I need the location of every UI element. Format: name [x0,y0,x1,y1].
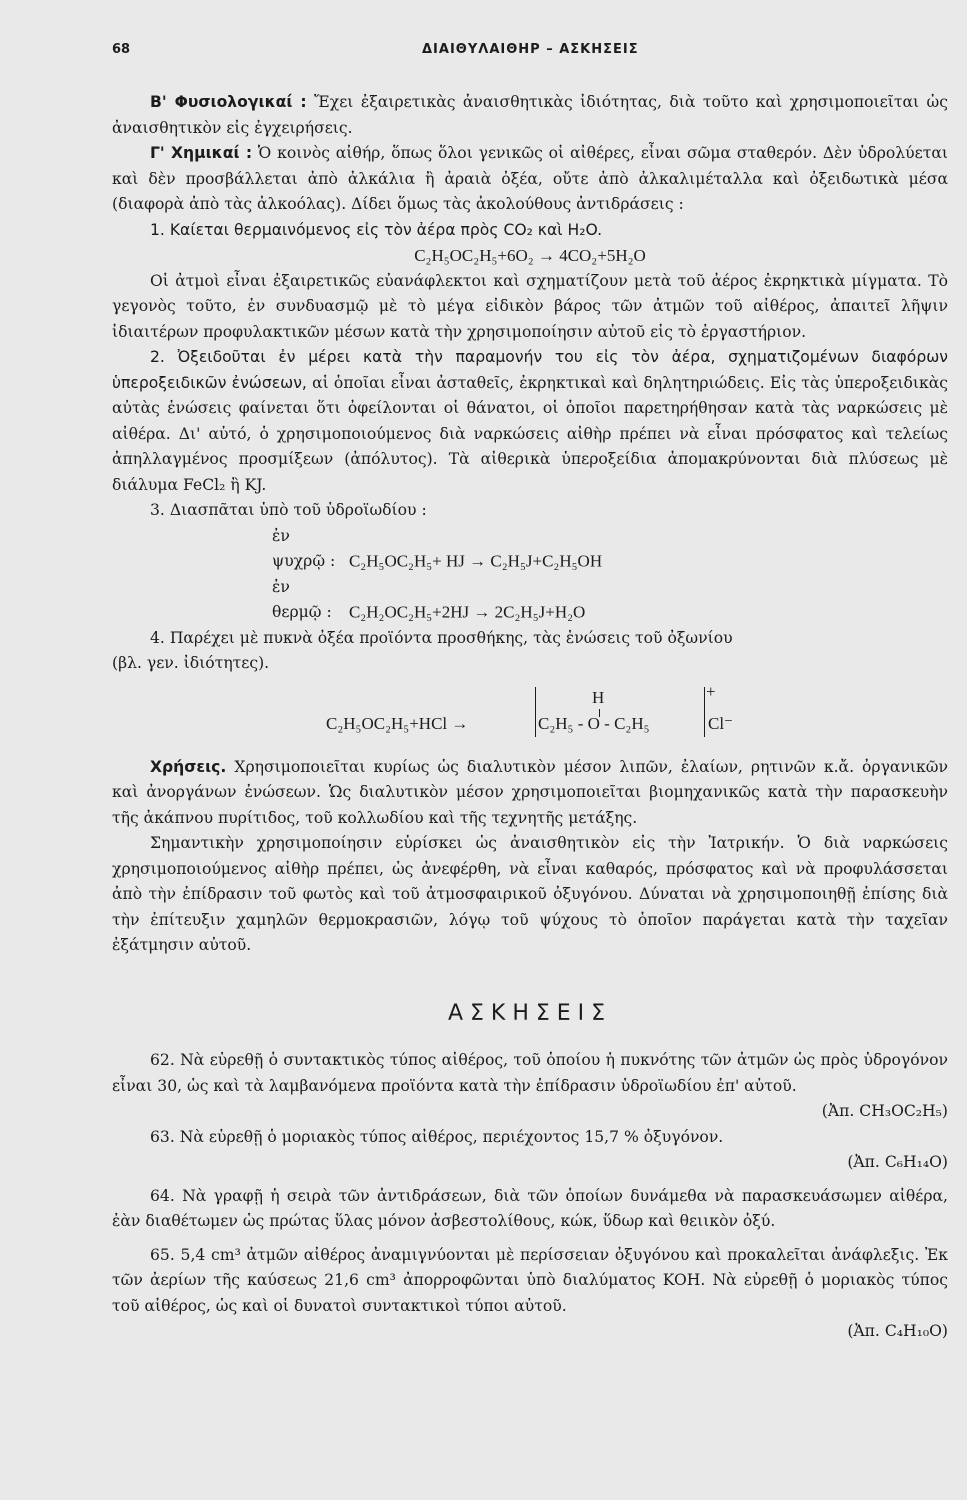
uses-paragraph [112,755,948,832]
exercises-heading: ΑΣΚΗΣΕΙΣ [447,1000,613,1026]
cold-reaction [272,524,948,575]
running-title: ΔΙΑΙΘΥΛΑΙΘΗΡ – ΑΣΚΗΣΕΙΣ [422,42,639,57]
exercise-65: 65. 5,4 cm³ ἀτμῶν αἰθέρος ἀναμιγνύονται μὲ περίσσειαν ὀξυγόνου καὶ προκαλεῖται ἀνάφλεξις. Ἐκ τῶν ἀερίων τῆς καύσεως 21,6 cm³ ἀπορροφῶνται ὑπὸ διαλύματος KOH. Νὰ εὑρεθῇ ὁ μοριακὸς τύπος τοῦ αἰθέρος, ὡς καὶ οἱ δυνατοὶ συντακτικοὶ τύποι αὐτοῦ. [112,1245,948,1315]
physiological-text: Ἔχει ἐξαιρετικὰς ἀναισθητικὰς ἰδιότητας, διὰ τοῦτο καὶ χρησιμοποιεῖται ὡς ἀναισθητικὸν εἰς ἐγχειρήσεις. [112,93,948,137]
oxonium-hydrogen: H [592,687,605,707]
reaction-1-text: Οἱ ἀτμοὶ εἶναι ἐξαιρετικῶς εὐανάφλεκτοι καὶ σχηματίζουν μετὰ τοῦ ἀέρος ἐκρηκτικὰ μίγματα. Τὸ γεγονὸς τοῦτο, ἐν συνδυασμῷ μὲ τὸ μέγα εἰδικὸν βάρος τῶν ἀτμῶν τοῦ αἰθέρος, ἀπαιτεῖ λῆψιν ἰδιαιτέρων προφυλακτικῶν μέσων κατὰ τὴν χρησιμοποίησιν αὐτοῦ εἰς τὸ ἐργαστήριον. [112,271,948,341]
reaction-2-text: αἱ ὁποῖαι εἶναι ἀσταθεῖς, ἐκρηκτικαὶ καὶ δηλητηριώδεις. Εἰς τὰς ὑπεροξειδικὰς αὐτὰς ἐνώσεις φαίνεται ὅτι ὀφείλονται οἱ θάνατοι, οἱ ὁποῖοι παρετηρήθησαν κατὰ τὰς ναρκώσεις μὲ αἰθέρα. Δι' αὐτό, ὁ χρησιμοποιούμενος διὰ ναρκώσεις αἰθὴρ πρέπει νὰ εἶναι πρόσφατος καὶ τελείως ἀπηλλαγμένος προσμίξεων (ἀπόλυτος). Τὰ αἰθερικὰ ὑπεροξείδια ἀπομακρύνονται διὰ πλύσεως μὲ διάλυμα FeCl₂ ἢ KJ. [112,373,949,494]
reaction-4-title: 4. Παρέχει μὲ πυκνὰ ὀξέα προϊόντα προσθήκης, τὰς ἑνώσεις τοῦ ὀξωνίου [150,628,733,647]
physiological-label: Β' Φυσιολογικαί : [150,93,307,111]
page-header [112,38,907,62]
exercise-62: 62. Νὰ εὑρεθῇ ὁ συντακτικὸς τύπος αἰθέρος, τοῦ ὁποίου ἡ πυκνότης τῶν ἀτμῶν ὡς πρὸς ὑδρογόνον εἶναι 30, ὡς καὶ τὰ λαμβανόμενα προϊόντα κατὰ τὴν ἐπίδρασιν ὑδροϊωδίου ἐπ' αὐτοῦ. [112,1051,948,1095]
reaction-4-text: (βλ. γεν. ἰδιότητες). [112,654,270,672]
reaction-2-paragraph [112,345,948,498]
hot-reaction [272,575,948,626]
chemical-paragraph [112,141,948,218]
combustion-equation: C₂H₅OC₂H₅+6O₂ → 4CO₂+5H₂O [414,246,646,265]
oxonium-charge: + [706,681,716,701]
chloride-ion: Cl⁻ [708,713,734,733]
hot-equation: C₂H₂OC₂H₅+2HJ → 2C₂H₅J+H₂O [348,602,586,621]
exercise-65-answer: (Ἀπ. C₄H₁₀O) [847,1322,948,1340]
uses-text-1: Χρησιμοποιεῖται κυρίως ὡς διαλυτικὸν μέσον λιπῶν, ἐλαίων, ρητινῶν κ.ἄ. ὀργανικῶν καὶ ἀνοργάνων ἐνώσεων. Ὡς διαλυτικὸν μέσον χρησιμοποιεῖται βιομηχανικῶς κατὰ τὴν παρασκευὴν τῆς ἀκάπνου πυρίτιδος, τοῦ κολλωδίου καὶ τῆς τεχνητῆς μετάξης. [112,757,948,827]
reaction-3-title: 3. Διασπᾶται ὑπὸ τοῦ ὑδροϊωδίου : [150,501,427,519]
page-number: 68 [112,42,131,57]
hydroiodic-equations [272,524,948,626]
exercise-63-answer: (Ἀπ. C₆H₁₄O) [847,1153,948,1171]
reaction-2-title: 2. Ὀξειδοῦται ἐν μέρει κατὰ τὴν παραμονήν του εἰς τὸν ἀέρα, σχηματιζομένων διαφόρων ὑπεροξειδικῶν ἐνώσεων, [112,348,948,392]
page-body [112,90,948,1345]
physiological-paragraph [112,90,948,141]
cold-label: ἐν ψυχρῷ : [272,526,336,570]
oxonium-lhs: C₂H₅OC₂H₅+HCl → [326,713,469,733]
exercise-63: 63. Νὰ εὑρεθῇ ὁ μοριακὸς τύπος αἰθέρος, περιέχοντος 15,7 % ὀξυγόνον. [150,1127,724,1146]
oxonium-equation [112,679,948,749]
oxonium-group: C₂H₅ - O - C₂H₅ [538,713,650,733]
reaction-1-title: 1. Καίεται θερμαινόμενος εἰς τὸν ἀέρα πρὸς CO₂ καὶ H₂O. [150,220,603,239]
chemical-label: Γ' Χημικαί : [150,144,253,162]
chemical-text: Ὁ κοινὸς αἰθήρ, ὅπως ὅλοι γενικῶς οἱ αἰθέρες, εἶναι σῶμα σταθερόν. Δὲν ὑδρολύεται καὶ δὲν προσβάλλεται ἀπὸ ἀλκάλια ἢ ἀραιὰ ὀξέα, οὔτε ἀπὸ ἀλκαλιμέταλλα καὶ ὀξειδωτικὰ μέσα (διαφορὰ ἀπὸ τὰς ἀλκοόλας). Δίδει ὅμως τὰς ἀκολούθους ἀντιδράσεις : [112,144,948,213]
uses-text-2: Σημαντικὴν χρησιμοποίησιν εὑρίσκει ὡς ἀναισθητικὸν εἰς τὴν Ἰατρικήν. Ὁ διὰ ναρκώσεις χρησιμοποιούμενος αἰθὴρ πρέπει, ὡς ἀνεφέρθη, νὰ εἶναι καθαρός, πρόσφατος καὶ νὰ προφυλάσσεται ἀπὸ τὴν ἐπίδρασιν τοῦ φωτὸς καὶ τοῦ ἀτμοσφαιρικοῦ ὀξυγόνου. Δύναται νὰ χρησιμοποιηθῇ ἐπίσης διὰ τὴν ἐπίτευξιν χαμηλῶν θερμοκρασιῶν, λόγῳ τοῦ ψύχους τὸ ὁποῖον παράγεται κατὰ τὴν ταχεῖαν ἐξάτμησιν αὐτοῦ. [112,834,948,954]
exercise-64: 64. Νὰ γραφῇ ἡ σειρὰ τῶν ἀντιδράσεων, διὰ τῶν ὁποίων δυνάμεθα νὰ παρασκευάσωμεν αἰθέρα, ἐὰν διαθέτωμεν ὡς πρώτας ὕλας μόνον ἀσβεστολίθους, κώκ, ὕδωρ καὶ θειικὸν ὀξύ. [112,1186,948,1230]
cold-equation: C₂H₅OC₂H₅+ HJ → C₂H₅J+C₂H₅OH [348,551,603,570]
hot-label: ἐν θερμῷ : [272,577,332,621]
exercise-62-answer: (Ἀπ. CH₃OC₂H₅) [821,1102,948,1120]
uses-label: Χρήσεις. [150,757,227,776]
